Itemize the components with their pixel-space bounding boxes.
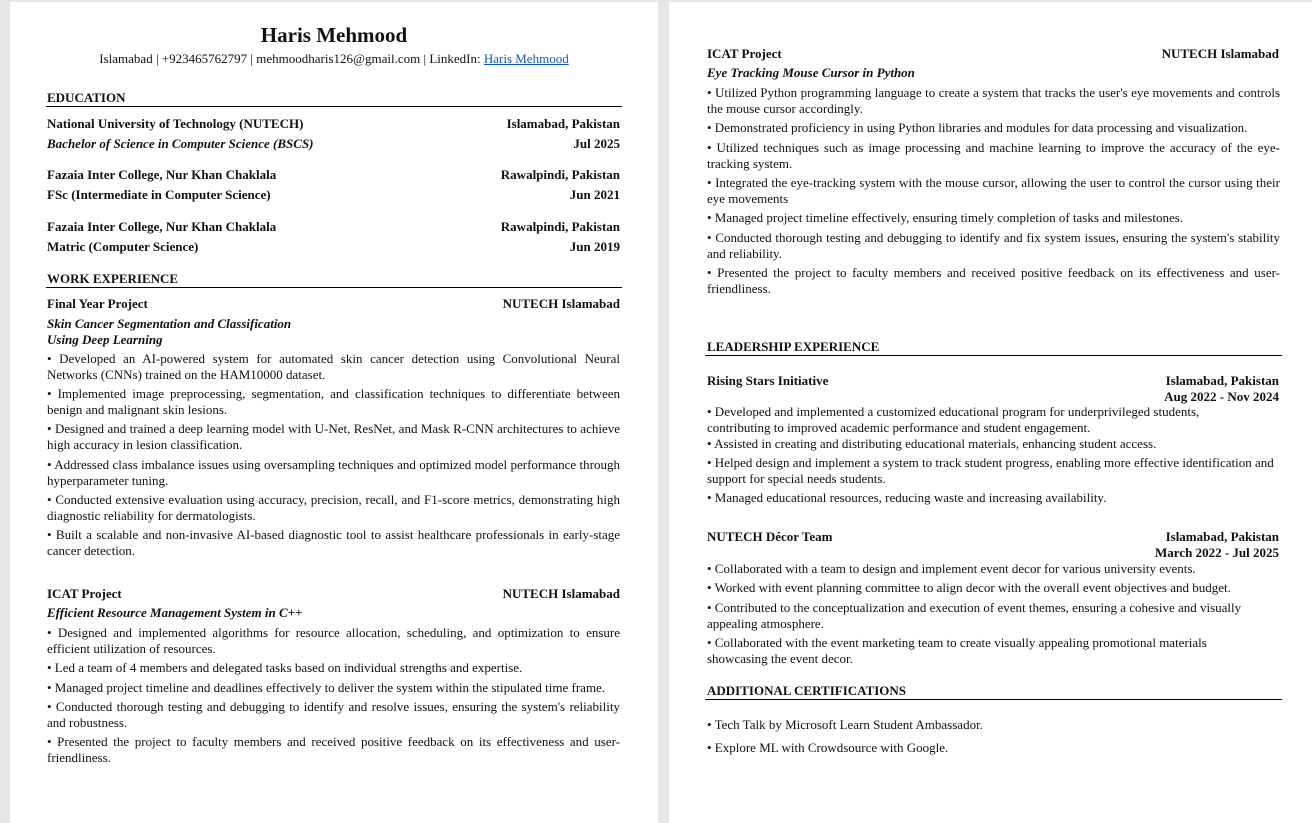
bullet-item: • Implemented image preprocessing, segmentation, and classification techniques to differentiate between benign and malignant skin lesions. [47, 386, 620, 417]
bullet-item: • Contributed to the conceptualization and execution of event themes, ensuring a cohesive and visually appealing atmosphere. [707, 600, 1242, 631]
work-rule [46, 287, 622, 288]
contact-line [10, 51, 658, 67]
project-subtitle: Eye Tracking Mouse Cursor in Python [707, 65, 915, 80]
org-name: Rising Stars Initiative [707, 373, 829, 388]
bullet-item: • Collaborated with the event marketing team to create visually appealing promotional materials showcasing the event decor. [707, 635, 1207, 666]
project-name: Final Year Project [47, 296, 148, 311]
bullet-item: • Conducted thorough testing and debugging to identify and resolve issues, ensuring the system's reliability and robustness. [47, 699, 620, 730]
project-org: NUTECH Islamabad [502, 586, 620, 601]
bullet-item: • Presented the project to faculty members and received positive feedback on its effectiveness and user-friendliness. [707, 265, 1280, 296]
bullet-item: • Addressed class imbalance issues using oversampling techniques and optimized model performance through hyperparameter tuning. [47, 457, 620, 488]
resume-name: Haris Mehmood [260, 23, 408, 47]
bullet-item: • Collaborated with a team to design and implement event decor for various university events. [707, 561, 1196, 576]
bullet-item: • Presented the project to faculty members and received positive feedback on its effectiveness and user-friendliness. [47, 734, 620, 765]
resume-page-2 [669, 2, 1312, 823]
edu-institution: Fazaia Inter College, Nur Khan Chaklala [47, 167, 277, 182]
edu-date: Jun 2021 [569, 187, 620, 202]
resume-page-1 [10, 2, 658, 823]
project-name: ICAT Project [707, 46, 782, 61]
bullet-item: • Managed project timeline effectively, ensuring timely completion of tasks and milestones. [707, 210, 1184, 225]
edu-degree: Matric (Computer Science) [47, 239, 199, 254]
education-heading: EDUCATION [47, 90, 126, 105]
bullet-item: • Managed project timeline and deadlines effectively to deliver the system within the stipulated time frame. [47, 680, 606, 695]
edu-location: Rawalpindi, Pakistan [500, 167, 620, 182]
certification-item: • Explore ML with Crowdsource with Google. [707, 740, 949, 755]
certification-item: • Tech Talk by Microsoft Learn Student Ambassador. [707, 717, 983, 732]
project-subtitle: Skin Cancer Segmentation and Classification [47, 316, 292, 331]
org-date: March 2022 - Jul 2025 [1155, 545, 1279, 560]
project-org: NUTECH Islamabad [1161, 46, 1279, 61]
certifications-rule [705, 699, 1282, 700]
edu-degree: FSc (Intermediate in Computer Science) [47, 187, 271, 202]
bullet-item: • Demonstrated proficiency in using Python libraries and modules for data processing and visualization. [707, 120, 1248, 135]
bullet-item: • Utilized Python programming language to create a system that tracks the user's eye movements and controls the mouse cursor accordingly. [707, 85, 1280, 116]
education-rule [46, 106, 622, 107]
work-heading: WORK EXPERIENCE [47, 271, 179, 286]
bullet-item: • Designed and trained a deep learning model with U-Net, ResNet, and Mask R-CNN architectures to achieve high accuracy in lesion classification. [47, 421, 620, 452]
bullet-item: • Built a scalable and non-invasive AI-based diagnostic tool to assist healthcare professionals in early-stage cancer detection. [47, 527, 620, 558]
leadership-heading: LEADERSHIP EXPERIENCE [707, 339, 880, 354]
bullet-item: • Developed an AI-powered system for automated skin cancer detection using Convolutional Neural Networks (CNNs) trained on the HAM10000 dataset. [47, 351, 620, 382]
bullet-item: • Led a team of 4 members and delegated tasks based on individual strengths and expertise. [47, 660, 523, 675]
bullet-item: • Managed educational resources, reducing waste and increasing availability. [707, 490, 1107, 505]
bullet-item: • Developed and implemented a customized educational program for underprivileged students, contributing to improved academic performance and student engagement. [707, 404, 1200, 435]
project-subtitle: Efficient Resource Management System in C++ [47, 605, 303, 620]
contact-text: Islamabad | +923465762797 | mehmoodharis126@gmail.com | LinkedIn: [99, 51, 484, 66]
project-name: ICAT Project [47, 586, 122, 601]
edu-institution: Fazaia Inter College, Nur Khan Chaklala [47, 219, 277, 234]
org-location: Islamabad, Pakistan [1165, 373, 1279, 388]
edu-institution: National University of Technology (NUTECH) [47, 116, 304, 131]
org-location: Islamabad, Pakistan [1165, 529, 1279, 544]
bullet-item: • Conducted extensive evaluation using accuracy, precision, recall, and F1-score metrics, demonstrating high diagnostic reliability for dermatologists. [47, 492, 620, 523]
edu-date: Jul 2025 [573, 136, 620, 151]
project-org: NUTECH Islamabad [502, 296, 620, 311]
leadership-rule [705, 355, 1282, 356]
certifications-heading: ADDITIONAL CERTIFICATIONS [707, 683, 907, 698]
linkedin-link[interactable]: Haris Mehmood [483, 51, 569, 66]
bullet-item: • Assisted in creating and distributing educational materials, enhancing student access. [707, 436, 1157, 451]
edu-date: Jun 2019 [569, 239, 620, 254]
edu-degree: Bachelor of Science in Computer Science (BSCS) [47, 136, 314, 151]
org-date: Aug 2022 - Nov 2024 [1164, 389, 1279, 404]
bullet-item: • Designed and implemented algorithms for resource allocation, scheduling, and optimization to ensure efficient utilization of resources. [47, 625, 620, 656]
bullet-item: • Helped design and implement a system to track student progress, enabling more effective identification and support for special needs students. [707, 455, 1274, 486]
bullet-item: • Conducted thorough testing and debugging to identify and fix system issues, ensuring the system's stability and reliability. [707, 230, 1280, 261]
edu-location: Rawalpindi, Pakistan [500, 219, 620, 234]
project-subtitle: Using Deep Learning [47, 332, 163, 347]
bullet-item: • Worked with event planning committee to align decor with the overall event objectives and budget. [707, 580, 1231, 595]
bullet-item: • Utilized techniques such as image processing and machine learning to improve the accuracy of the eye-tracking system. [707, 140, 1280, 171]
edu-location: Islamabad, Pakistan [506, 116, 620, 131]
org-name: NUTECH Décor Team [707, 529, 833, 544]
bullet-item: • Integrated the eye-tracking system with the mouse cursor, allowing the user to control the cursor using their eye movements [707, 175, 1280, 206]
